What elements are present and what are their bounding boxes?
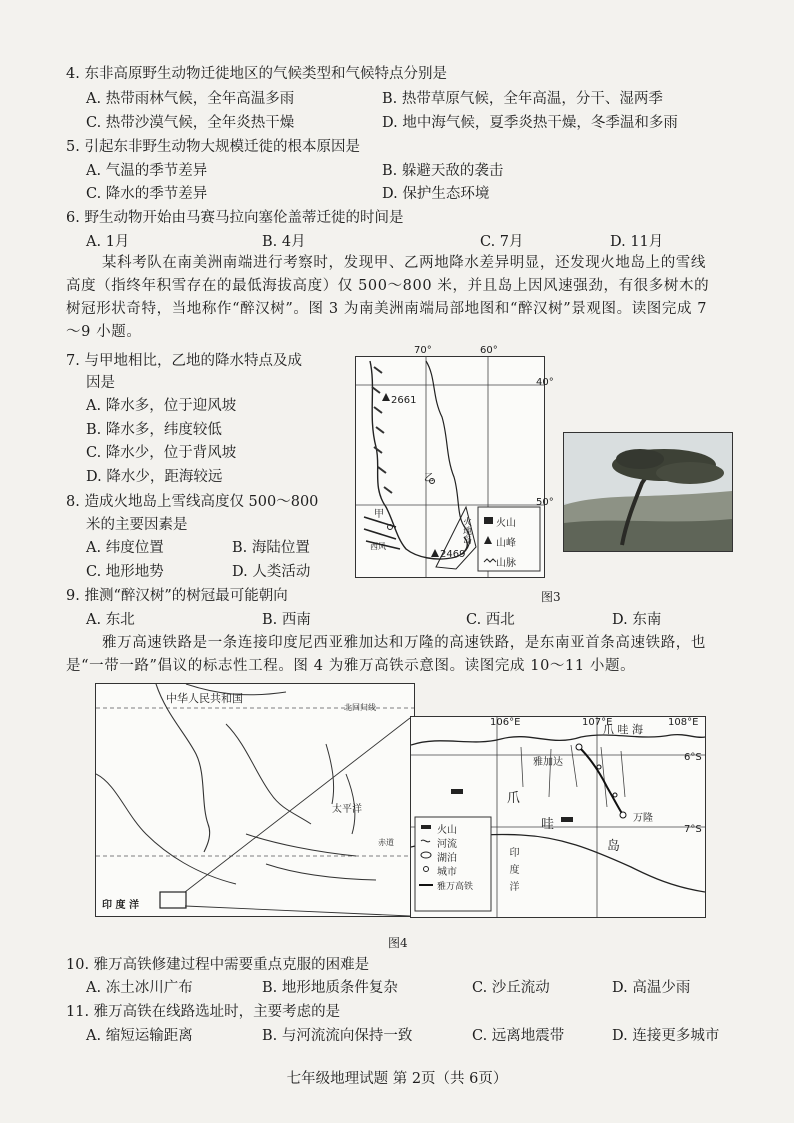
fig4-tropic-label: 北回归线 xyxy=(344,703,376,712)
fig3-lat50: 50° xyxy=(536,497,554,508)
fig4-lat6: 6°S xyxy=(684,752,702,763)
q11-option-b: B. 与河流流向保持一致 xyxy=(262,1028,413,1044)
fig4-lon107: 107°E xyxy=(582,717,613,728)
q11-option-a: A. 缩短运输距离 xyxy=(86,1028,193,1044)
q4-option-b: B. 热带草原气候，全年高温，分干、湿两季 xyxy=(382,91,663,107)
q7-option-c: C. 降水少，位于背风坡 xyxy=(86,445,237,461)
q8-option-a: A. 纬度位置 xyxy=(86,540,164,556)
fig3-island-label: 火地岛 xyxy=(461,517,471,544)
fig3-legend-range: 山脉 xyxy=(496,558,516,569)
q6-option-b: B. 4月 xyxy=(262,234,306,250)
fig4-legend-river: 河流 xyxy=(437,839,457,850)
q7-stem-line1: 7. 与甲地相比，乙地的降水特点及成 xyxy=(66,353,302,369)
q9-option-d: D. 东南 xyxy=(612,612,662,628)
q5-option-d: D. 保护生态环境 xyxy=(382,186,490,202)
q11-option-c: C. 远离地震带 xyxy=(472,1028,565,1044)
q9-option-b: B. 西南 xyxy=(262,612,311,628)
q9-option-a: A. 东北 xyxy=(86,612,135,628)
fig3-lon60: 60° xyxy=(480,345,498,356)
q8-option-c: C. 地形地势 xyxy=(86,564,164,580)
fig3-caption: 图3 xyxy=(541,590,561,604)
fig3-label-jia: 甲 xyxy=(374,509,384,520)
q10-option-a: A. 冻土冰川广布 xyxy=(86,980,193,996)
page-footer: 七年级地理试题 第 2页（共 6页） xyxy=(286,1071,508,1087)
q9-stem: 9. 推测“醉汉树”的树冠最可能朝向 xyxy=(66,588,288,604)
fig4-java-char2: 哇 xyxy=(541,817,555,832)
q10-option-d: D. 高温少雨 xyxy=(612,980,691,996)
q5-option-c: C. 降水的季节差异 xyxy=(86,186,208,202)
q8-option-d: D. 人类活动 xyxy=(232,564,311,580)
fig4-java-char1: 爪 xyxy=(507,791,521,806)
q9-option-c: C. 西北 xyxy=(466,612,515,628)
fig4-pacific-label: 太平洋 xyxy=(332,804,362,815)
fig4-java-sea-label: 爪 哇 海 xyxy=(603,723,643,736)
q10-option-b: B. 地形地质条件复杂 xyxy=(262,980,398,996)
fig3-legend-volcano: 火山 xyxy=(496,518,516,529)
q6-option-a: A. 1月 xyxy=(86,234,130,250)
fig4-lon106: 106°E xyxy=(490,717,521,728)
fig4-lon108: 108°E xyxy=(668,717,699,728)
fig4-java-char3: 岛 xyxy=(607,839,621,854)
fig4-indian-ocean-label: 印 度 洋 xyxy=(102,900,139,911)
fig4-legend-rail: 雅万高铁 xyxy=(437,882,474,892)
q4-option-a: A. 热带雨林气候，全年高温多雨 xyxy=(86,91,295,107)
q6-option-d: D. 11月 xyxy=(610,234,664,250)
q5-option-b: B. 躲避天敌的袭击 xyxy=(382,163,504,179)
fig4-caption: 图4 xyxy=(388,936,408,950)
fig3-lon70: 70° xyxy=(414,345,432,356)
q10-option-c: C. 沙丘流动 xyxy=(472,980,550,996)
q6-option-c: C. 7月 xyxy=(480,234,524,250)
fig3-wind-label: 西风 xyxy=(370,542,386,551)
fig4-legend-lake: 湖泊 xyxy=(437,853,457,864)
q10-stem: 10. 雅万高铁修建过程中需要重点克服的困难是 xyxy=(66,957,370,973)
q4-stem: 4. 东非高原野生动物迁徙地区的气候类型和气候特点分别是 xyxy=(66,66,447,82)
q4-option-d: D. 地中海气候，夏季炎热干燥，冬季温和多雨 xyxy=(382,115,678,131)
fig4-china-label: 中华人民共和国 xyxy=(166,692,243,705)
q4-option-c: C. 热带沙漠气候，全年炎热干燥 xyxy=(86,115,295,131)
fig4-lat7: 7°S xyxy=(684,824,702,835)
fig4-equator-label: 赤道 xyxy=(378,838,394,847)
q7-option-a: A. 降水多，位于迎风坡 xyxy=(86,398,237,414)
q11-option-d: D. 连接更多城市 xyxy=(612,1028,720,1044)
fig4-bandung-label: 万隆 xyxy=(633,813,653,824)
passage-fig3: 某科考队在南美洲南端进行考察时，发现甲、乙两地降水差异明显，还发现火地岛上的雪线高度（指终年积雪存在的最低海拔高度）仅 500～800 米，并且岛上因风速强劲，有很多树木的树冠形状奇特，当地称作“醉汉树”。图 3 为南美洲南端局部地图和“醉汉树”景观图。读图完成 7～9 小题。 xyxy=(66,255,710,340)
fig4-jakarta-label: 雅加达 xyxy=(533,757,563,768)
q5-stem: 5. 引起东非野生动物大规模迁徙的根本原因是 xyxy=(66,139,360,155)
q5-option-a: A. 气温的季节差异 xyxy=(86,163,208,179)
q8-stem-line1: 8. 造成火地岛上雪线高度仅 500～800 xyxy=(66,494,319,510)
q11-stem: 11. 雅万高铁在线路选址时，主要考虑的是 xyxy=(66,1004,341,1020)
fig3-peak1: 2661 xyxy=(391,395,417,406)
fig4-java-map xyxy=(410,716,706,918)
fig4-legend-volcano: 火山 xyxy=(437,825,457,836)
q7-stem-line2: 因是 xyxy=(86,375,115,391)
q7-option-d: D. 降水少，距海较远 xyxy=(86,469,223,485)
q8-stem-line2: 米的主要因素是 xyxy=(86,517,188,533)
fig4-indian-ocean-label-v: 印 度 洋 xyxy=(507,847,518,894)
fig3-peak2: 2469 xyxy=(440,549,466,560)
q7-option-b: B. 降水多，纬度较低 xyxy=(86,422,222,438)
fig3-label-yi: 乙 xyxy=(424,473,434,484)
q8-option-b: B. 海陆位置 xyxy=(232,540,310,556)
fig3-legend-peak: 山峰 xyxy=(496,538,516,549)
fig4-legend-city: 城市 xyxy=(437,867,457,878)
fig3-lat40: 40° xyxy=(536,377,554,388)
q6-stem: 6. 野生动物开始由马赛马拉向塞伦盖蒂迁徙的时间是 xyxy=(66,210,404,226)
passage-fig4: 雅万高速铁路是一条连接印度尼西亚雅加达和万隆的高速铁路，是东南亚首条高速铁路，也是“一带一路”倡议的标志性工程。图 4 为雅万高铁示意图。读图完成 10～11 小题。 xyxy=(66,635,706,674)
